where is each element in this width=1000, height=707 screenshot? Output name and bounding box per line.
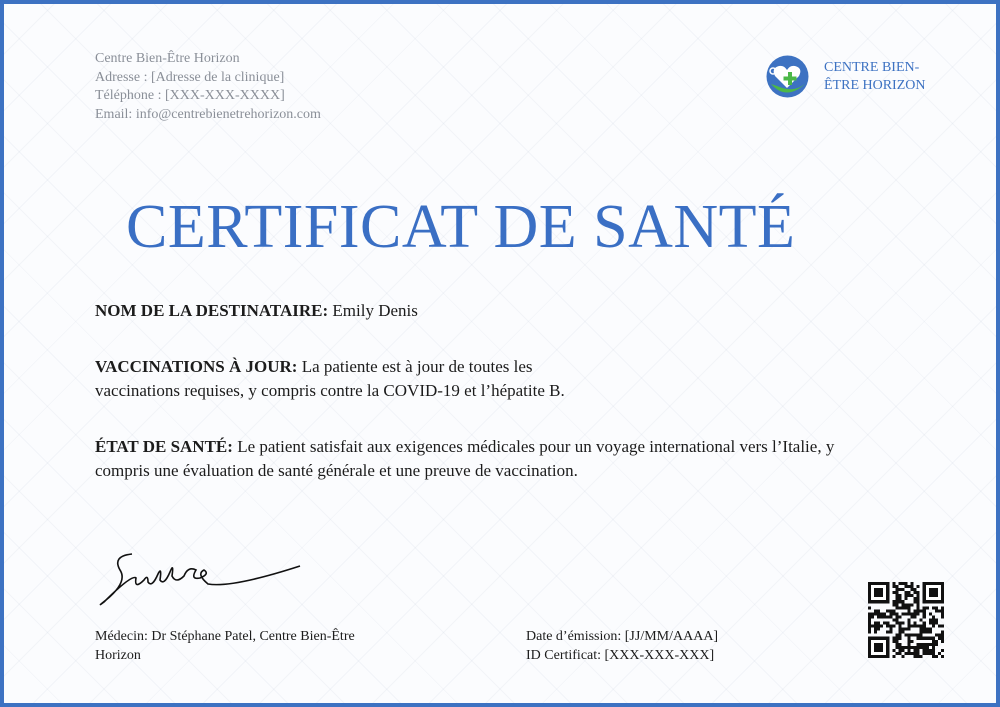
issue-info: [526, 627, 718, 665]
health-status-label: ÉTAT DE SANTÉ:: [95, 437, 233, 456]
clinic-phone: Téléphone : [XXX-XXX-XXXX]: [95, 88, 285, 103]
recipient-label: NOM DE LA DESTINATAIRE:: [95, 301, 329, 320]
vaccinations-field: [95, 355, 620, 403]
clinic-address: Adresse : [Adresse de la clinique]: [95, 69, 285, 85]
certificate-title: CERTIFICAT DE SANTÉ: [126, 193, 796, 261]
recipient-field: [95, 299, 795, 323]
clinic-name: Centre Bien-Être Horizon: [95, 51, 240, 66]
certificate-id: ID Certificat: [XXX-XXX-XXX]: [526, 648, 715, 663]
recipient-name: Emily Denis: [332, 301, 418, 320]
logo-text-line2: ÊTRE HORIZON: [824, 77, 926, 93]
clinic-logo: [765, 54, 926, 99]
heart-cross-logo-icon: [765, 54, 810, 99]
health-status-field: [95, 435, 835, 483]
vaccinations-text: La patiente est à jour de toutes les vaccinations requises, y compris contre la COVID-19 et l’hépatite B.: [95, 357, 565, 400]
logo-text-line1: CENTRE BIEN-: [824, 59, 920, 75]
health-status-text: Le patient satisfait aux exigences médicales pour un voyage international vers l’Italie, y compris une évaluation de santé générale et une preuve de vaccination.: [95, 437, 835, 480]
qr-code-icon: [868, 582, 944, 658]
issue-date: Date d’émission: [JJ/MM/AAAA]: [526, 629, 719, 644]
doctor-signature-icon: [92, 544, 307, 614]
vaccinations-label: VACCINATIONS À JOUR:: [95, 357, 298, 376]
clinic-email: Email: info@centrebienetrehorizon.com: [95, 106, 321, 122]
clinic-contact: [95, 50, 321, 124]
doctor-name: Médecin: Dr Stéphane Patel, Centre Bien-Être Horizon: [95, 629, 355, 663]
